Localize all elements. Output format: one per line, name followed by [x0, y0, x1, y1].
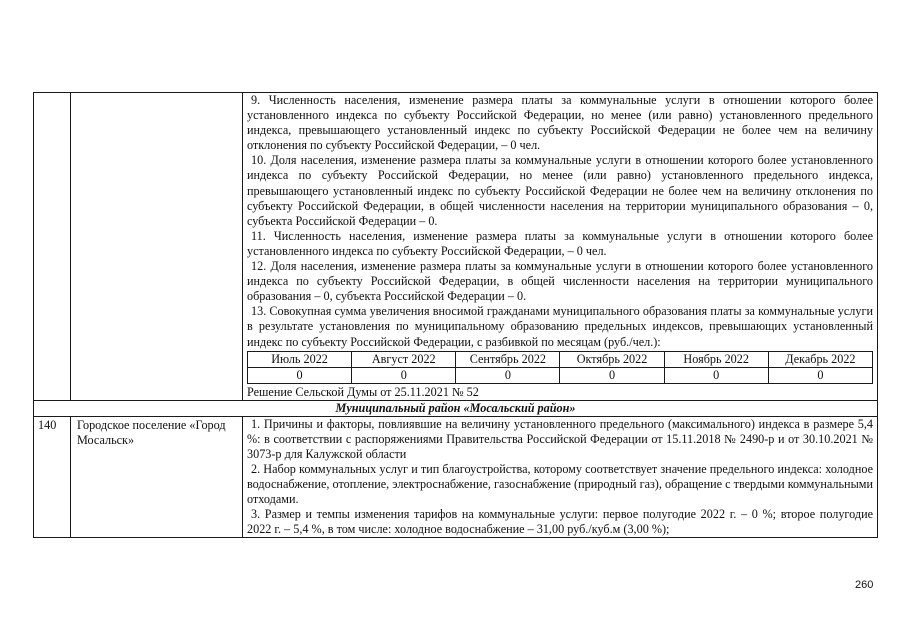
month-header: Ноябрь 2022	[664, 351, 768, 367]
paragraph-3: 3. Размер и темпы изменения тарифов на коммунальные услуги: первое полугодие 2022 г. – 0 %; второе полугодие 2022 г. – 5,4 %, в том числе: холодное водоснабжение – 31,00 руб./куб.м (3,00 %);	[247, 507, 873, 537]
month-value: 0	[664, 367, 768, 383]
continuation-row	[34, 93, 878, 401]
paragraph-12: 12. Доля населения, изменение размера платы за коммунальные услуги в отношении которого более установленного индекса по субъекту Российской Федерации, в общей численности населения на территории муниципального образования – 0, субъекта Российской Федерации – 0.	[247, 259, 873, 304]
details-cell	[243, 93, 878, 401]
month-value-row	[248, 367, 873, 383]
month-header: Август 2022	[352, 351, 456, 367]
month-value: 0	[352, 367, 456, 383]
month-header: Сентябрь 2022	[456, 351, 560, 367]
month-value: 0	[768, 367, 872, 383]
municipality-name: Городское поселение «Город Мосальск»	[71, 416, 243, 538]
month-header: Июль 2022	[248, 351, 352, 367]
monthly-increase-table	[247, 351, 873, 384]
decision-reference: Решение Сельской Думы от 25.11.2021 № 52	[247, 384, 479, 399]
section-header-row	[34, 400, 878, 416]
table-row	[34, 416, 878, 538]
paragraph-1: 1. Причины и факторы, повлиявшие на величину установленного предельного (максимального) индекса в размере 5,4 %: в соответствии с распоряжениями Правительства Российской Федерации от 15.11.2018 № 2490-р и от 30.10.2021 № 3073-р для Калужской области	[247, 416, 873, 461]
paragraph-11: 11. Численность населения, изменение размера платы за коммунальные услуги в отношении которого более установленного индекса по субъекту Российской Федерации, – 0 чел.	[247, 228, 873, 258]
section-title: Муниципальный район «Мосальский район»	[34, 400, 878, 416]
month-value: 0	[456, 367, 560, 383]
paragraph-2: 2. Набор коммунальных услуг и тип благоустройства, которому соответствует значение предельного индекса: холодное водоснабжение, отопление, электроснабжение, газоснабжение (природный газ), обращение с твердыми коммунальными отходами.	[247, 461, 873, 507]
municipality-cell	[71, 93, 243, 401]
row-number-cell	[34, 93, 71, 401]
month-header: Октябрь 2022	[560, 351, 664, 367]
paragraph-13: 13. Совокупная сумма увеличения вносимой гражданами муниципального образования платы за коммунальные услуги в результате установления по муниципальному образованию предельных индексов, превышающих установленный индекс по субъекту Российской Федерации, с разбивкой по месяцам (руб./чел.):	[247, 304, 873, 349]
page-number: 260	[855, 579, 874, 591]
month-header-row	[248, 351, 873, 367]
month-value: 0	[560, 367, 664, 383]
details-cell	[243, 416, 878, 538]
paragraph-10: 10. Доля населения, изменение размера платы за коммунальные услуги в отношении которого более установленного индекса по субъекту Российской Федерации, но менее (или равно) установленного предельного индекса, превышающего установленный индекс по субъекту Российской Федерации не более чем на величину отклонения по субъекту Российской Федерации, в общей численности населения на территории муниципального образования – 0, субъекта Российской Федерации – 0.	[247, 153, 873, 228]
document-table	[33, 92, 878, 538]
month-header: Декабрь 2022	[768, 351, 872, 367]
row-number: 140	[34, 416, 71, 538]
paragraph-9: 9. Численность населения, изменение размера платы за коммунальные услуги в отношении которого более установленного индекса по субъекту Российской Федерации, но менее (или равно) установленного предельного индекса, превышающего установленный индекс по субъекту Российской Федерации не более чем на величину отклонения по субъекту Российской Федерации, – 0 чел.	[247, 93, 873, 153]
month-value: 0	[248, 367, 352, 383]
